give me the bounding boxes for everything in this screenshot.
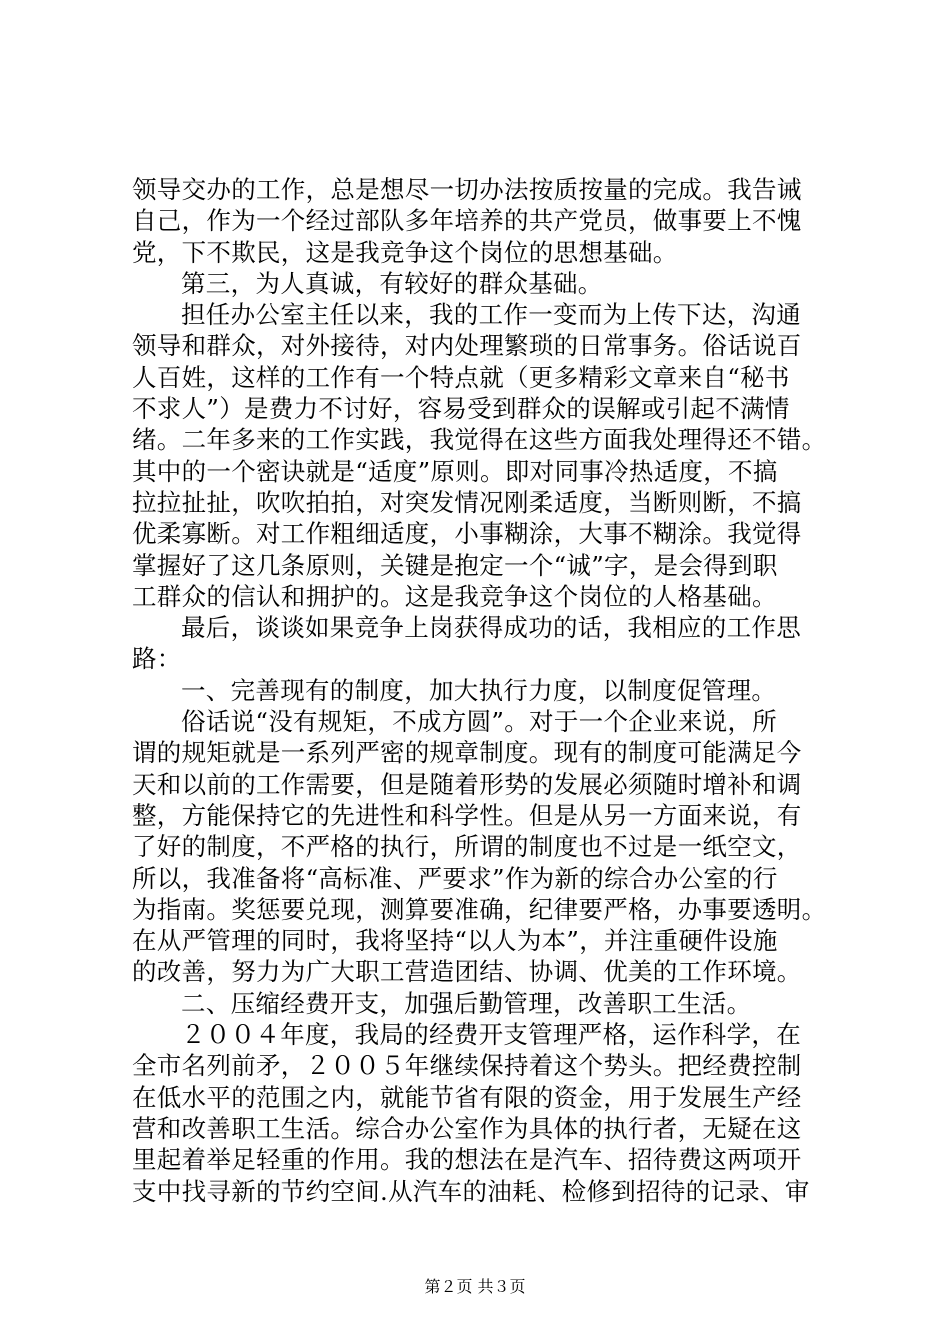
text-line: 二、压缩经费开支，加强后勤管理，改善职工生活。: [181, 988, 752, 1018]
text-line: 整，方能保持它的先进性和科学性。但是从另一方面来说，有: [132, 800, 802, 830]
document-body: [132, 174, 832, 1207]
text-line: 了好的制度，不严格的执行，所谓的制度也不过是一纸空文，: [132, 832, 802, 862]
text-line: 领导和群众，对外接待，对内处理繁琐的日常事务。俗话说百: [132, 331, 802, 361]
text-line: 第三，为人真诚，有较好的群众基础。: [181, 268, 603, 298]
text-line: 所以，我准备将“高标准、严要求”作为新的综合办公室的行: [132, 863, 778, 893]
text-line: 优柔寡断。对工作粗细适度，小事糊涂，大事不糊涂。我觉得: [132, 519, 802, 549]
text-line: 人百姓，这样的工作有一个特点就（更多精彩文章来自“秘书: [132, 362, 790, 392]
page-footer: 第２页 共３页: [424, 1277, 526, 1296]
text-line: 营和改善职工生活。综合办公室作为具体的执行者，无疑在这: [132, 1113, 802, 1143]
text-line: 一、完善现有的制度，加大执行力度，以制度促管理。: [181, 675, 777, 705]
text-line: 其中的一个密诀就是“适度”原则。即对同事冷热适度，不搞: [132, 456, 778, 486]
text-line: 路：: [132, 644, 182, 674]
text-line: ２００４年度，我局的经费开支管理严格，运作科学，在: [181, 1020, 801, 1050]
text-line: 党，下不欺民，这是我竞争这个岗位的思想基础。: [132, 237, 678, 267]
text-line: 拉拉扯扯，吹吹拍拍，对突发情况刚柔适度，当断则断，不搞: [132, 487, 802, 517]
text-line: 领导交办的工作，总是想尽一切办法按质按量的完成。我告诫: [132, 175, 802, 204]
text-line: 担任办公室主任以来，我的工作一变而为上传下达，沟通: [181, 300, 801, 330]
text-line: 的改善，努力为广大职工营造团结、协调、优美的工作环境。: [132, 957, 802, 987]
text-line: 自己，作为一个经过部队多年培养的共产党员，做事要上不愧: [132, 206, 802, 236]
text-line: 全市名列前矛，２００５年继续保持着这个势头。把经费控制: [132, 1051, 802, 1081]
text-line: 在从严管理的同时，我将坚持“以人为本”，并注重硬件设施: [132, 926, 778, 956]
text-line: 不求人”）是费力不讨好，容易受到群众的误解或引起不满情: [132, 394, 790, 424]
text-line: 谓的规矩就是一系列严密的规章制度。现有的制度可能满足今: [132, 738, 802, 768]
text-line: 在低水平的范围之内，就能节省有限的资金，用于发展生产经: [132, 1082, 802, 1112]
text-line: 支中找寻新的节约空间.从汽车的油耗、检修到招待的记录、审: [132, 1176, 810, 1206]
text-line: 工群众的信认和拥护的。这是我竞争这个岗位的人格基础。: [132, 581, 777, 611]
text-line: 最后，谈谈如果竞争上岗获得成功的话，我相应的工作思: [181, 613, 801, 643]
text-line: 绪。二年多来的工作实践，我觉得在这些方面我处理得还不错。: [132, 425, 827, 455]
text-line: 天和以前的工作需要，但是随着形势的发展必须随时增补和调: [132, 769, 802, 799]
text-line: 为指南。奖惩要兑现，测算要准确，纪律要严格，办事要透明。: [132, 894, 827, 924]
text-line: 里起着举足轻重的作用。我的想法在是汽车、招待费这两项开: [132, 1145, 802, 1175]
text-line: 掌握好了这几条原则，关键是抱定一个“诚”字，是会得到职: [132, 550, 778, 580]
text-line: 俗话说“没有规矩，不成方圆”。对于一个企业来说，所: [181, 707, 778, 737]
